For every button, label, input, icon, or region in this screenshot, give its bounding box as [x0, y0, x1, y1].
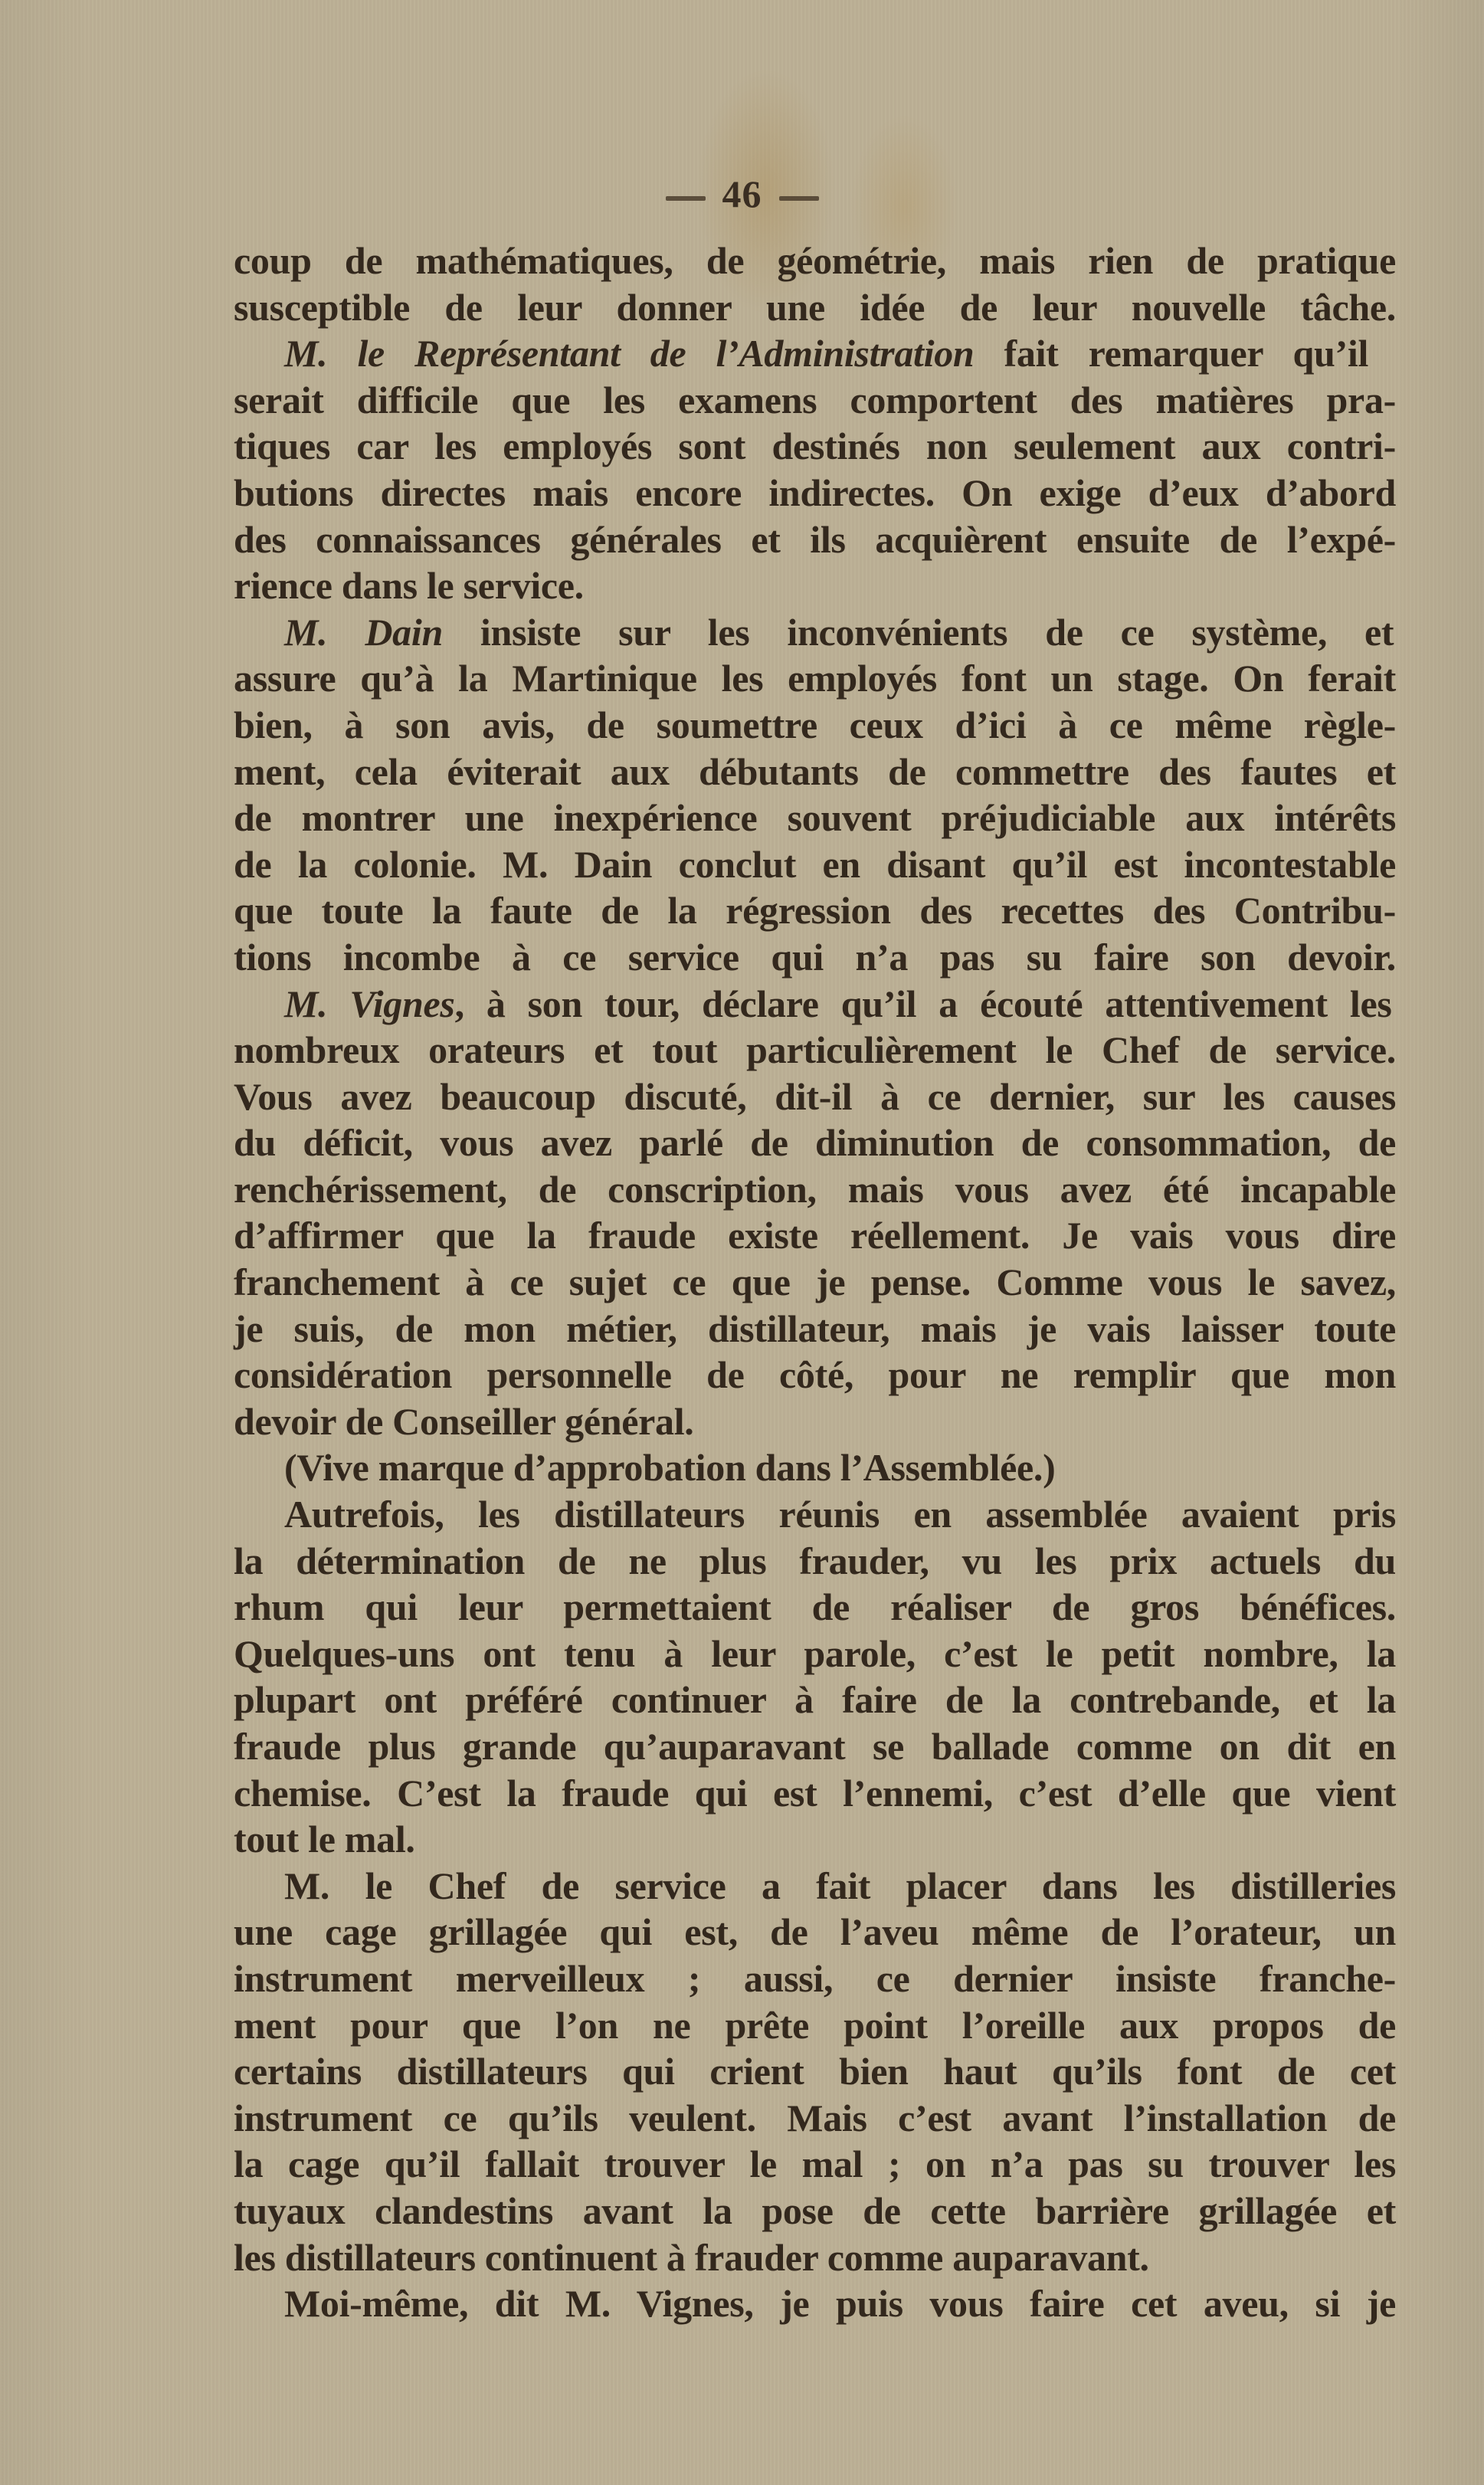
text-line [234, 562, 1396, 609]
text-line [234, 516, 1396, 563]
line-text: d’affirmer que la fraude existe réellement. Je vais vous dire [234, 1214, 1396, 1257]
text-line [234, 887, 1396, 934]
text-line [234, 1538, 1396, 1585]
line-text: devoir de Conseiller général. [234, 1399, 694, 1443]
line-text: du déficit, vous avez parlé de diminution de consommation, de [234, 1121, 1396, 1165]
text-line [234, 609, 1396, 656]
line-text: M. le Chef de service a fait placer dans les distilleries [284, 1864, 1396, 1907]
text-line [234, 1863, 1396, 1910]
text-line [234, 2141, 1396, 2188]
text-line [234, 1677, 1396, 1723]
line-text: nombreux orateurs et tout particulièrement le Chef de service. [234, 1028, 1396, 1072]
line-text: bien, à son avis, de soumettre ceux d’ici à ce même règle- [234, 703, 1396, 746]
text-line [234, 1723, 1396, 1770]
text-line [234, 795, 1396, 841]
text-line [234, 749, 1396, 795]
text-line [234, 1584, 1396, 1631]
text-line [234, 238, 1396, 284]
text-line [234, 702, 1396, 749]
text-line [234, 1398, 1396, 1445]
line-text: une cage grillagée qui est, de l’aveu même de l’orateur, un [234, 1910, 1396, 1954]
speaker-name: M. Vignes [284, 982, 455, 1025]
line-text: chemise. C’est la fraude qui est l’ennemi, c’est d’elle que vient [234, 1771, 1396, 1815]
text-line [234, 934, 1396, 981]
line-text: renchérissement, de conscription, mais vous avez été incapable [234, 1167, 1396, 1211]
text-line [234, 1212, 1396, 1259]
text-line [234, 1352, 1396, 1398]
line-text: coup de mathématiques, de géométrie, mais rien de pratique [234, 239, 1396, 282]
line-text: serait difficile que les examens comportent des matières pra- [234, 378, 1396, 421]
line-text: tout le mal. [234, 1818, 415, 1861]
text-line [234, 2002, 1396, 2049]
page-number-value: 46 [722, 172, 762, 215]
text-line [234, 1491, 1396, 1538]
text-line [234, 841, 1396, 888]
line-text: , à son tour, déclare qu’il a écouté attentivement les [454, 982, 1392, 1025]
text-line [234, 981, 1396, 1028]
text-line [234, 377, 1396, 424]
line-text: les distillateurs continuent à frauder comme auparavant. [234, 2235, 1149, 2279]
text-line [234, 2095, 1396, 2142]
text-line [234, 1166, 1396, 1213]
line-text: franchement à ce sujet ce que je pense. Comme vous le savez, [234, 1261, 1396, 1304]
line-text: de montrer une inexpérience souvent préjudiciable aux intérêts [234, 796, 1396, 840]
line-text: insiste sur les inconvénients de ce système, et [442, 610, 1394, 654]
page-number-dash-left [666, 196, 706, 201]
line-text: considération personnelle de côté, pour ne remplir que mon [234, 1353, 1396, 1397]
body-text [234, 238, 1396, 2327]
line-text: Autrefois, les distillateurs réunis en assemblée avaient pris [284, 1493, 1396, 1536]
text-line [234, 330, 1396, 377]
text-line [234, 1259, 1396, 1306]
line-text: Moi-même, dit M. Vignes, je puis vous faire cet aveu, si je [284, 2282, 1396, 2326]
text-line [234, 1120, 1396, 1166]
page-number-dash-right [779, 196, 819, 201]
line-text: la détermination de ne plus frauder, vu les prix actuels du [234, 1539, 1396, 1582]
text-line [234, 1631, 1396, 1677]
text-line [234, 2188, 1396, 2234]
line-text: je suis, de mon métier, distillateur, mais je vais laisser toute [234, 1306, 1396, 1350]
line-text: Quelques-uns ont tenu à leur parole, c’est le petit nombre, la [234, 1631, 1396, 1675]
text-line [234, 1816, 1396, 1863]
text-line [234, 1909, 1396, 1956]
text-line [234, 1956, 1396, 2002]
text-line [234, 1306, 1396, 1352]
line-text: certains distillateurs qui crient bien haut qu’ils font de cet [234, 2050, 1396, 2093]
line-text: butions directes mais encore indirectes. On exige d’eux d’abord [234, 470, 1396, 514]
speaker-name: M. le Représentant de l’Administration [284, 332, 975, 375]
line-text: rience dans le service. [234, 564, 584, 608]
line-text: de la colonie. M. Dain conclut en disant qu’il est incontestable [234, 842, 1396, 886]
line-text: fait remarquer qu’il [974, 332, 1369, 375]
line-text: ment, cela éviterait aux débutants de commettre des fautes et [234, 749, 1396, 793]
line-text: susceptible de leur donner une idée de leur nouvelle tâche. [234, 285, 1396, 329]
text-line [234, 1074, 1396, 1120]
text-line [234, 1027, 1396, 1074]
text-line [234, 284, 1396, 331]
text-line [234, 1444, 1396, 1491]
line-text: rhum qui leur permettaient de réaliser de gros bénéfices. [234, 1585, 1396, 1629]
line-text: instrument merveilleux ; aussi, ce dernier insiste franche- [234, 1956, 1396, 2000]
line-text: Vous avez beaucoup discuté, dit-il à ce dernier, sur les causes [234, 1074, 1396, 1118]
line-text: fraude plus grande qu’auparavant se ballade comme on dit en [234, 1725, 1396, 1768]
text-line [234, 470, 1396, 516]
line-text: des connaissances générales et ils acquièrent ensuite de l’expé- [234, 517, 1396, 561]
line-text: plupart ont préféré continuer à faire de la contrebande, et la [234, 1678, 1396, 1722]
line-text: ment pour que l’on ne prête point l’oreille aux propos de [234, 2003, 1396, 2047]
line-text: que toute la faute de la régression des recettes des Contribu- [234, 889, 1396, 933]
page-number [0, 172, 1484, 215]
text-line [234, 2234, 1396, 2281]
line-text: tions incombe à ce service qui n’a pas su faire son devoir. [234, 935, 1396, 979]
text-line [234, 2280, 1396, 2327]
line-text: tuyaux clandestins avant la pose de cette barrière grillagée et [234, 2188, 1396, 2232]
text-line [234, 655, 1396, 702]
text-line [234, 2048, 1396, 2095]
line-text: assure qu’à la Martinique les employés font un stage. On ferait [234, 657, 1396, 700]
speaker-name: M. Dain [284, 610, 443, 654]
line-text: (Vive marque d’approbation dans l’Assemblée.) [284, 1446, 1056, 1490]
text-line [234, 1770, 1396, 1817]
line-text: tiques car les employés sont destinés non seulement aux contri- [234, 425, 1396, 468]
text-line [234, 423, 1396, 470]
line-text: instrument ce qu’ils veulent. Mais c’est avant l’installation de [234, 2096, 1396, 2139]
line-text: la cage qu’il fallait trouver le mal ; on n’a pas su trouver les [234, 2142, 1396, 2186]
